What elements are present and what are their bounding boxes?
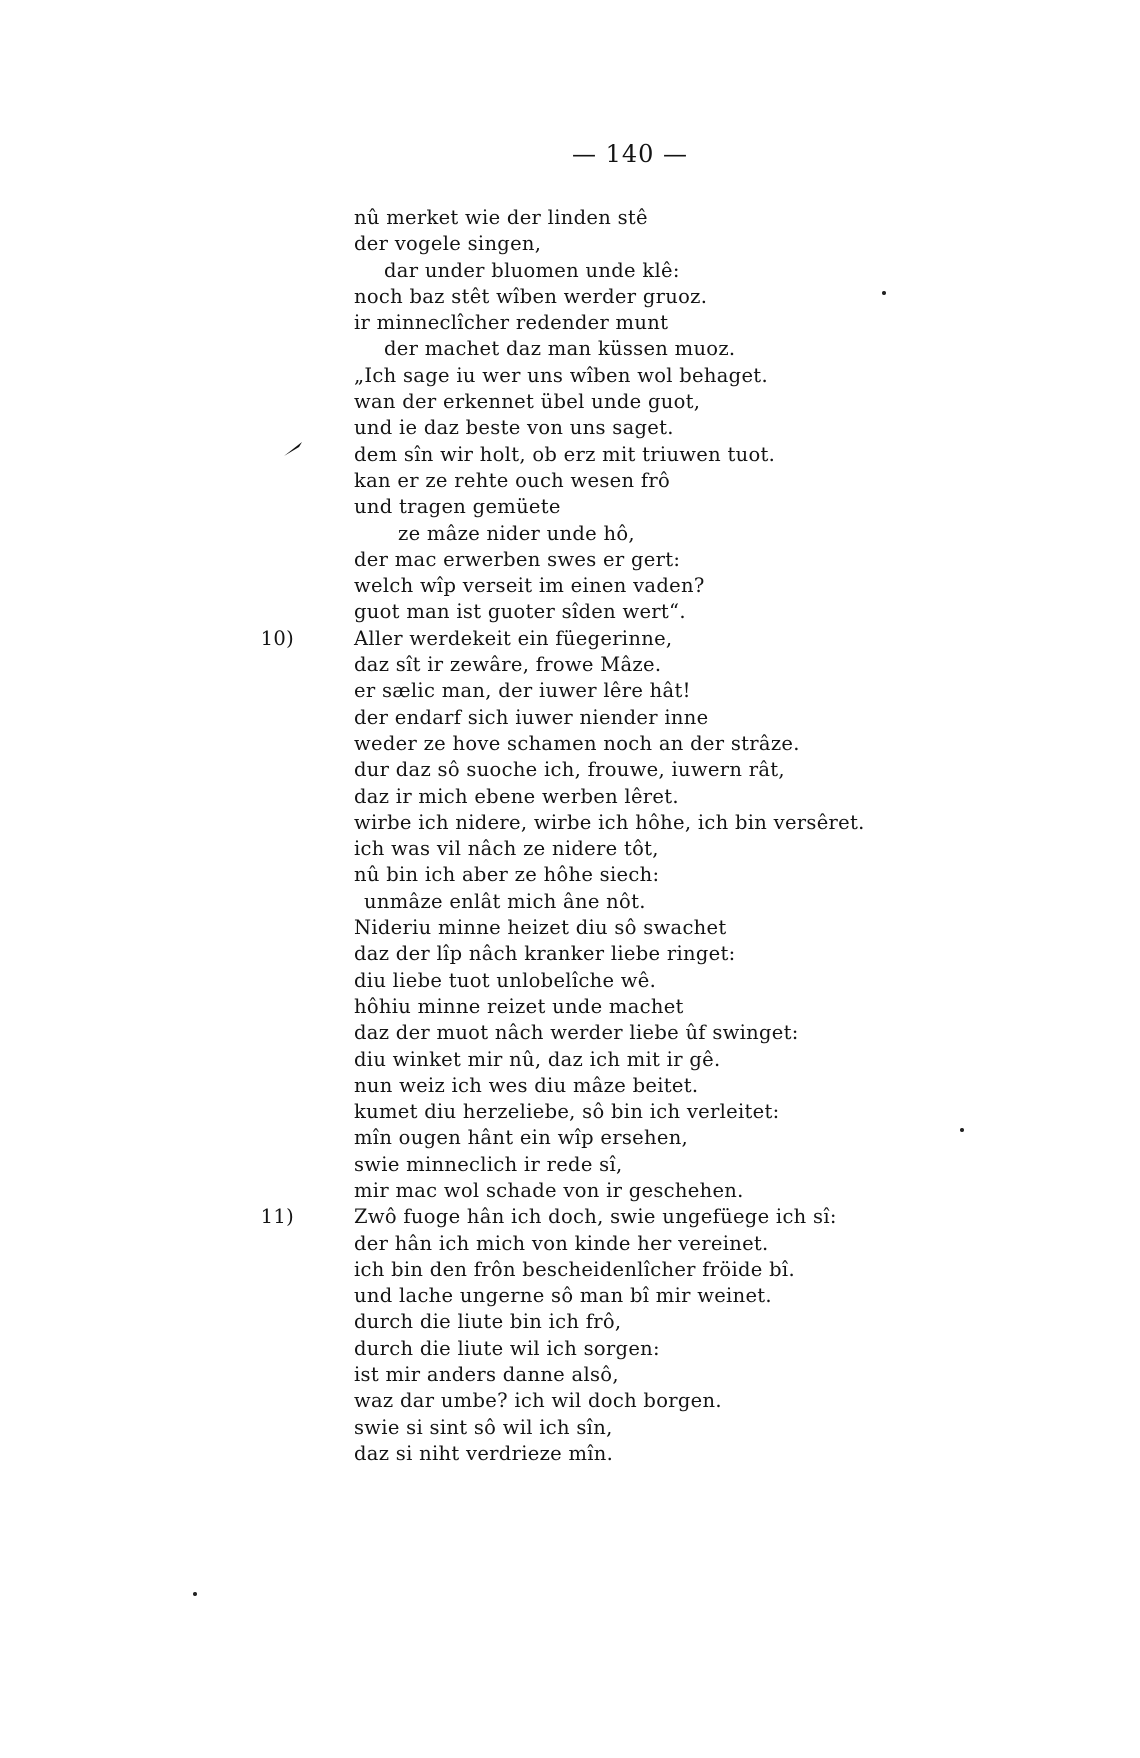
verse-text: wirbe ich nidere, wirbe ich hôhe, ich bin versêret. (354, 810, 865, 834)
verse-text: noch baz stêt wîben werder gruoz. (354, 284, 708, 308)
verse-line (300, 573, 920, 599)
verse-line (300, 231, 920, 257)
verse-line (260, 1204, 920, 1230)
verse-line (300, 284, 920, 310)
verse-line (300, 652, 920, 678)
verse-line (300, 442, 920, 468)
verse-text: „Ich sage iu wer uns wîben wol behaget. (354, 363, 768, 387)
speck-mark (960, 1128, 964, 1132)
verse-line (300, 468, 920, 494)
verse-line (300, 1125, 920, 1151)
verse-line (300, 678, 920, 704)
verse-text: der hân ich mich von kinde her vereinet. (354, 1231, 769, 1255)
verse-line (300, 1152, 920, 1178)
verse-text: guot man ist guoter sîden wert“. (354, 600, 686, 624)
verse-text: mir mac wol schade von ir geschehen. (354, 1178, 744, 1202)
verse-text: ze mâze nider unde hô, (398, 521, 635, 545)
verse-line (300, 941, 920, 967)
verse-text: dar under bluomen unde klê: (384, 258, 680, 282)
verse-text: Nideriu minne heizet diu sô swachet (354, 916, 727, 940)
stanza-number: 11) (260, 1205, 294, 1229)
verse-text: der mac erwerben swes er gert: (354, 547, 681, 571)
verse-text: ich was vil nâch ze nidere tôt, (354, 837, 659, 861)
verse-line (300, 731, 920, 757)
verse-line (300, 1336, 920, 1362)
verse-text: daz ir mich ebene werben lêret. (354, 784, 679, 808)
verse-text: durch die liute wil ich sorgen: (354, 1336, 660, 1360)
verse-line (300, 494, 920, 520)
verse-line (300, 810, 920, 836)
verse-text: kan er ze rehte ouch wesen frô (354, 468, 671, 492)
verse-text: wan der erkennet übel unde guot, (354, 390, 701, 414)
verse-line (300, 336, 920, 362)
verse-line (260, 626, 920, 652)
verse-text: Zwô fuoge hân ich doch, swie ungefüege ich sî: (354, 1205, 837, 1229)
verse-line (300, 1415, 920, 1441)
verse-line (300, 757, 920, 783)
page-number: — 140 — (571, 140, 689, 168)
verse-text: der machet daz man küssen muoz. (384, 337, 736, 361)
verse-block (260, 205, 920, 1467)
speck-mark (882, 291, 886, 295)
verse-text: ich bin den frôn bescheidenlîcher fröide bî. (354, 1257, 795, 1281)
verse-text: daz si niht verdrieze mîn. (354, 1441, 614, 1465)
verse-line (300, 415, 920, 441)
verse-line (300, 1257, 920, 1283)
verse-text: diu winket mir nû, daz ich mit ir gê. (354, 1047, 721, 1071)
verse-line (300, 1283, 920, 1309)
verse-text: durch die liute bin ich frô, (354, 1310, 622, 1334)
verse-text: ist mir anders danne alsô, (354, 1363, 619, 1387)
verse-line (300, 310, 920, 336)
verse-text: der vogele singen, (354, 232, 542, 256)
verse-line (300, 521, 920, 547)
pen-stroke-icon (282, 440, 304, 458)
verse-text: swie si sint sô wil ich sîn, (354, 1415, 613, 1439)
verse-text: hôhiu minne reizet unde machet (354, 994, 684, 1018)
verse-text: waz dar umbe? ich wil doch borgen. (354, 1389, 722, 1413)
stanza-number: 10) (260, 626, 294, 650)
verse-text: welch wîp verseit im einen vaden? (354, 574, 705, 598)
verse-line (300, 1441, 920, 1467)
verse-text: Aller werdekeit ein füegerinne, (354, 626, 673, 650)
verse-line (300, 599, 920, 625)
verse-text: und lache ungerne sô man bî mir weinet. (354, 1284, 772, 1308)
verse-line (300, 994, 920, 1020)
verse-line (300, 1309, 920, 1335)
verse-line (300, 1178, 920, 1204)
verse-text: nû bin ich aber ze hôhe siech: (354, 863, 660, 887)
verse-text: unmâze enlât mich âne nôt. (364, 889, 646, 913)
verse-line (300, 968, 920, 994)
verse-line (300, 784, 920, 810)
verse-line (300, 389, 920, 415)
verse-text: er sælic man, der iuwer lêre hât! (354, 679, 691, 703)
verse-text: nun weiz ich wes diu mâze beitet. (354, 1073, 699, 1097)
verse-line (300, 1073, 920, 1099)
verse-text: daz der lîp nâch kranker liebe ringet: (354, 942, 736, 966)
verse-line (300, 705, 920, 731)
verse-line (300, 1047, 920, 1073)
verse-text: ir minneclîcher redender munt (354, 311, 669, 335)
verse-line (300, 1099, 920, 1125)
verse-text: dur daz sô suoche ich, frouwe, iuwern rât, (354, 758, 785, 782)
verse-line (300, 1020, 920, 1046)
verse-line (300, 363, 920, 389)
verse-line (300, 1388, 920, 1414)
verse-text: mîn ougen hânt ein wîp ersehen, (354, 1126, 689, 1150)
verse-line (300, 1362, 920, 1388)
verse-line (300, 205, 920, 231)
speck-mark (193, 1592, 197, 1596)
verse-text: und ie daz beste von uns saget. (354, 416, 674, 440)
verse-text: swie minneclich ir rede sî, (354, 1152, 623, 1176)
verse-text: daz der muot nâch werder liebe ûf swinget: (354, 1021, 799, 1045)
verse-text: daz sît ir zewâre, frowe Mâze. (354, 653, 662, 677)
verse-text: und tragen gemüete (354, 495, 561, 519)
verse-line (300, 258, 920, 284)
verse-line (300, 889, 920, 915)
verse-text: dem sîn wir holt, ob erz mit triuwen tuot. (354, 442, 776, 466)
verse-text: kumet diu herzeliebe, sô bin ich verleitet: (354, 1100, 780, 1124)
verse-line (300, 915, 920, 941)
verse-line (300, 1231, 920, 1257)
verse-line (300, 836, 920, 862)
verse-line (300, 547, 920, 573)
verse-text: weder ze hove schamen noch an der strâze. (354, 731, 800, 755)
verse-line (300, 862, 920, 888)
verse-text: diu liebe tuot unlobelîche wê. (354, 968, 657, 992)
verse-text: der endarf sich iuwer niender inne (354, 705, 709, 729)
verse-text: nû merket wie der linden stê (354, 206, 648, 229)
